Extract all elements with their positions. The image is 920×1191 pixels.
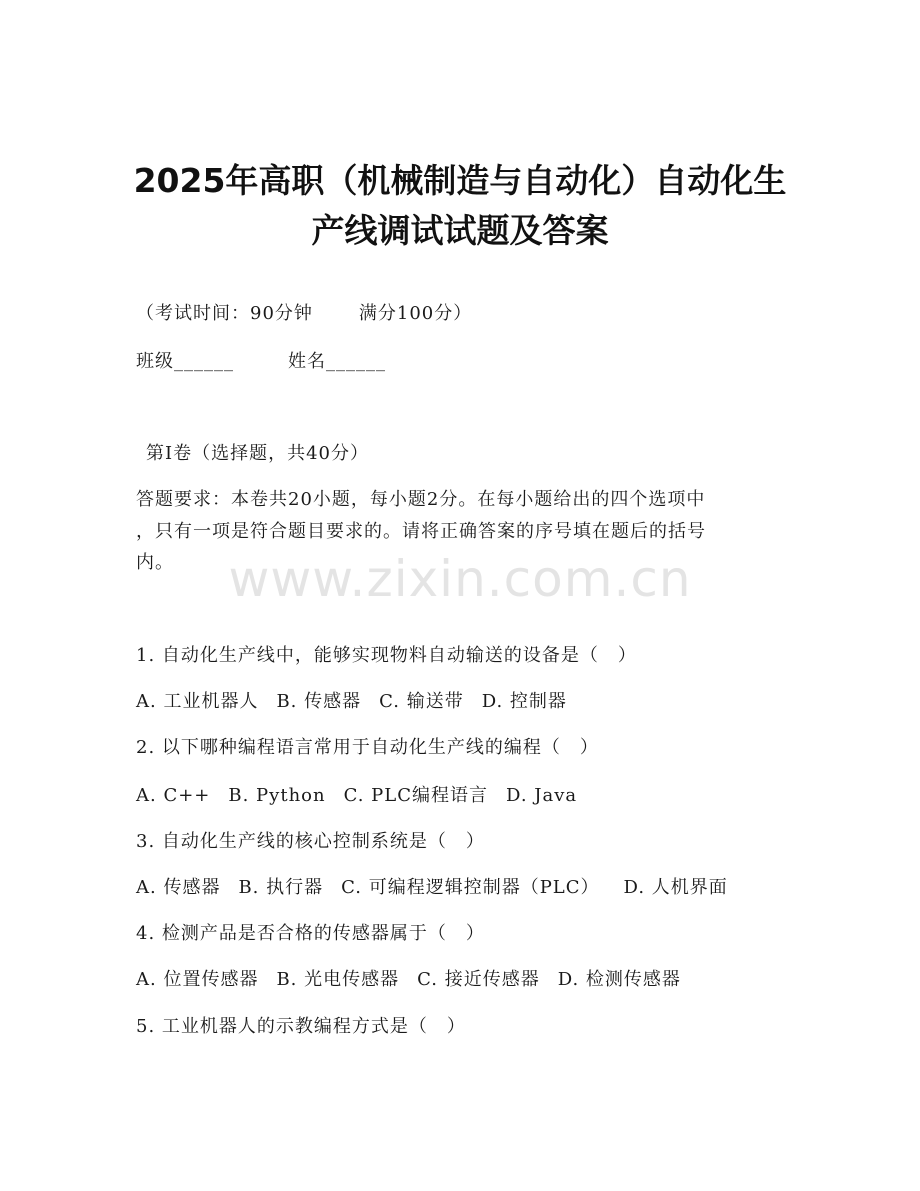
student-fields (136, 350, 386, 374)
exam-time: （考试时间：90分钟 (136, 303, 313, 324)
option-b: B. 执行器 (238, 877, 324, 898)
document-title-line-1: 2025年高职（机械制造与自动化）自动化生 (133, 161, 787, 200)
option-d: D. 检测传感器 (557, 969, 681, 990)
option-b: B. 传感器 (276, 691, 362, 712)
question-1-options (136, 690, 567, 714)
question-3-stem: 3. 自动化生产线的核心控制系统是（ ） (136, 831, 485, 852)
option-b: B. Python (228, 785, 326, 806)
option-c: C. PLC编程语言 (343, 785, 489, 806)
option-c: C. 接近传感器 (417, 969, 540, 990)
question-2-options (136, 784, 577, 808)
option-c: C. 输送带 (379, 691, 464, 712)
option-a: A. C++ (136, 785, 211, 806)
question-3-options (136, 876, 728, 900)
section-heading: 第I卷（选择题，共40分） (146, 443, 370, 464)
question-1-stem: 1. 自动化生产线中，能够实现物料自动输送的设备是（ ） (136, 645, 637, 666)
name-field: 姓名______ (288, 351, 386, 372)
instructions-line-3: 内。 (136, 552, 174, 573)
question-4-options (136, 968, 681, 992)
option-a: A. 工业机器人 (136, 691, 259, 712)
question-2-stem: 2. 以下哪种编程语言常用于自动化生产线的编程（ ） (136, 737, 599, 758)
option-d: D. 人机界面 (623, 877, 728, 898)
option-a: A. 位置传感器 (136, 969, 259, 990)
option-b: B. 光电传感器 (276, 969, 400, 990)
question-4-stem: 4. 检测产品是否合格的传感器属于（ ） (136, 923, 485, 944)
instructions-line-2: ，只有一项是符合题目要求的。请将正确答案的序号填在题后的括号 (136, 521, 706, 542)
exam-info (136, 302, 472, 326)
document-title-line-2: 产线调试试题及答案 (311, 211, 609, 250)
instructions-line-1: 答题要求：本卷共20小题，每小题2分。在每小题给出的四个选项中 (136, 489, 706, 510)
option-d: D. Java (506, 785, 578, 806)
exam-full-score: 满分100分） (358, 303, 473, 324)
class-field: 班级______ (136, 351, 234, 372)
option-a: A. 传感器 (136, 877, 221, 898)
question-5-stem: 5. 工业机器人的示教编程方式是（ ） (136, 1016, 466, 1037)
watermark: www.zixin.com.cn (228, 550, 692, 608)
option-c: C. 可编程逻辑控制器（PLC） (341, 877, 600, 898)
option-d: D. 控制器 (481, 691, 567, 712)
